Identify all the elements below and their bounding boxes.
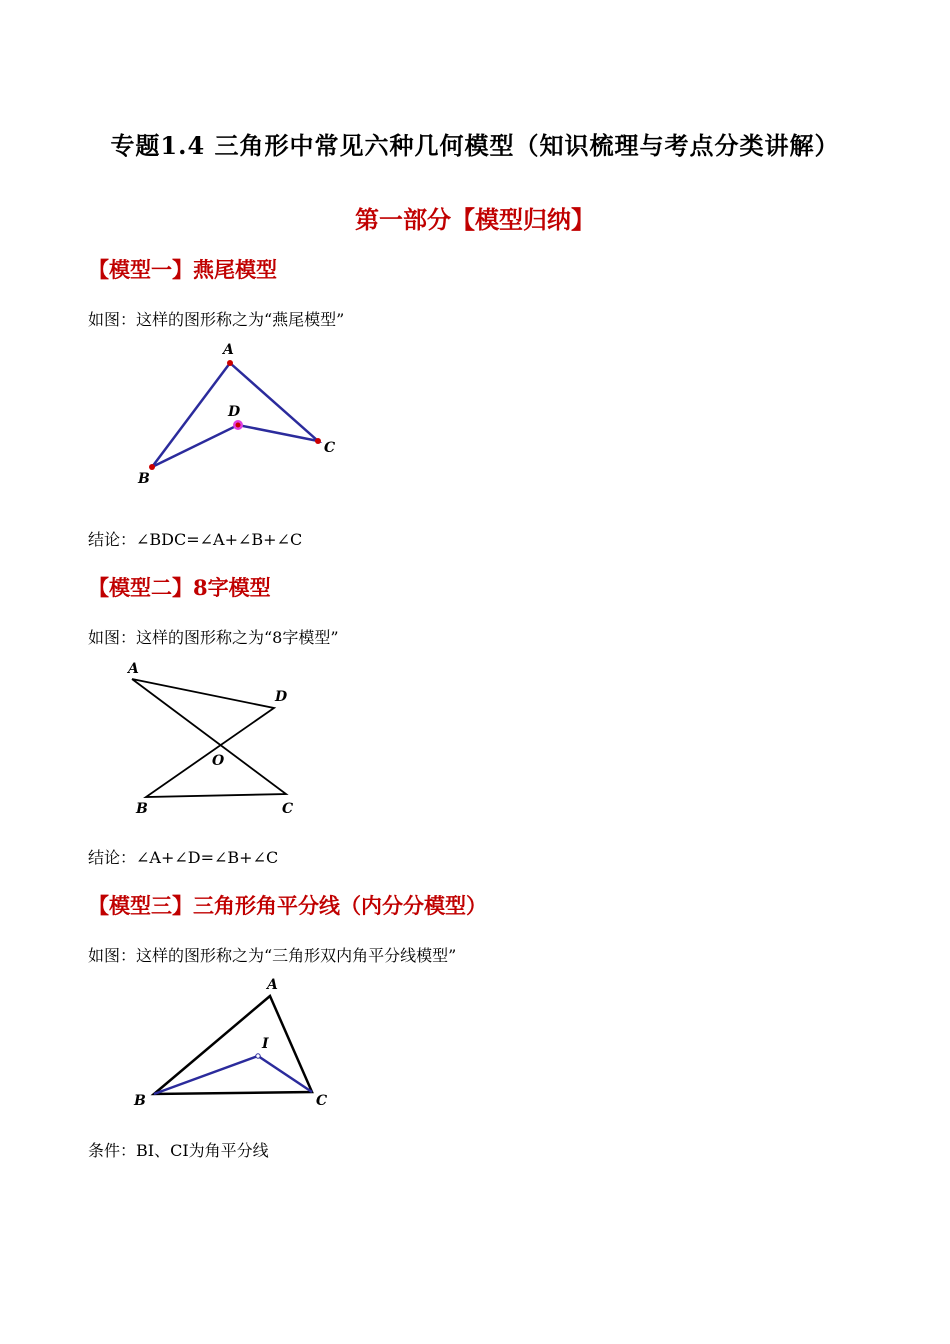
figure-eight-outline [132, 679, 286, 797]
label-c: C [324, 440, 336, 456]
point-a [227, 360, 233, 366]
label-c: C [316, 1093, 328, 1109]
label-a: A [128, 661, 139, 677]
swallowtail-figure [120, 335, 360, 495]
model-1-intro: 如图：这样的图形称之为“燕尾模型” [88, 310, 345, 329]
label-b: B [136, 801, 148, 817]
figure-eight-figure [120, 655, 320, 820]
label-o: O [212, 753, 225, 769]
part-heading: 第一部分【模型归纳】 [355, 205, 595, 234]
model-3-condition: 条件：BI、CI为角平分线 [88, 1141, 269, 1160]
model-2-intro: 如图：这样的图形称之为“8字模型” [88, 628, 339, 647]
label-a: A [267, 977, 278, 993]
label-a: A [223, 342, 234, 358]
point-i [256, 1054, 260, 1058]
point-c [315, 438, 321, 444]
model-1-conclusion: 结论：∠BDC=∠A+∠B+∠C [88, 530, 303, 549]
label-b: B [134, 1093, 146, 1109]
point-d [236, 423, 241, 428]
label-d: D [275, 689, 288, 705]
point-b [149, 464, 155, 470]
model-1-heading: 【模型一】燕尾模型 [88, 257, 277, 282]
model-3-intro: 如图：这样的图形称之为“三角形双内角平分线模型” [88, 946, 457, 965]
model-2-heading: 【模型二】8字模型 [88, 575, 271, 600]
model-3-heading: 【模型三】三角形角平分线（内分分模型） [88, 893, 487, 918]
model-2-conclusion: 结论：∠A+∠D=∠B+∠C [88, 848, 279, 867]
label-d: D [228, 404, 241, 420]
label-b: B [138, 471, 150, 487]
angle-bisector-figure [120, 970, 350, 1110]
triangle-abc [154, 996, 312, 1094]
label-c: C [282, 801, 294, 817]
document-title: 专题1.4 三角形中常见六种几何模型（知识梳理与考点分类讲解） [110, 131, 840, 160]
label-i: I [262, 1036, 269, 1052]
